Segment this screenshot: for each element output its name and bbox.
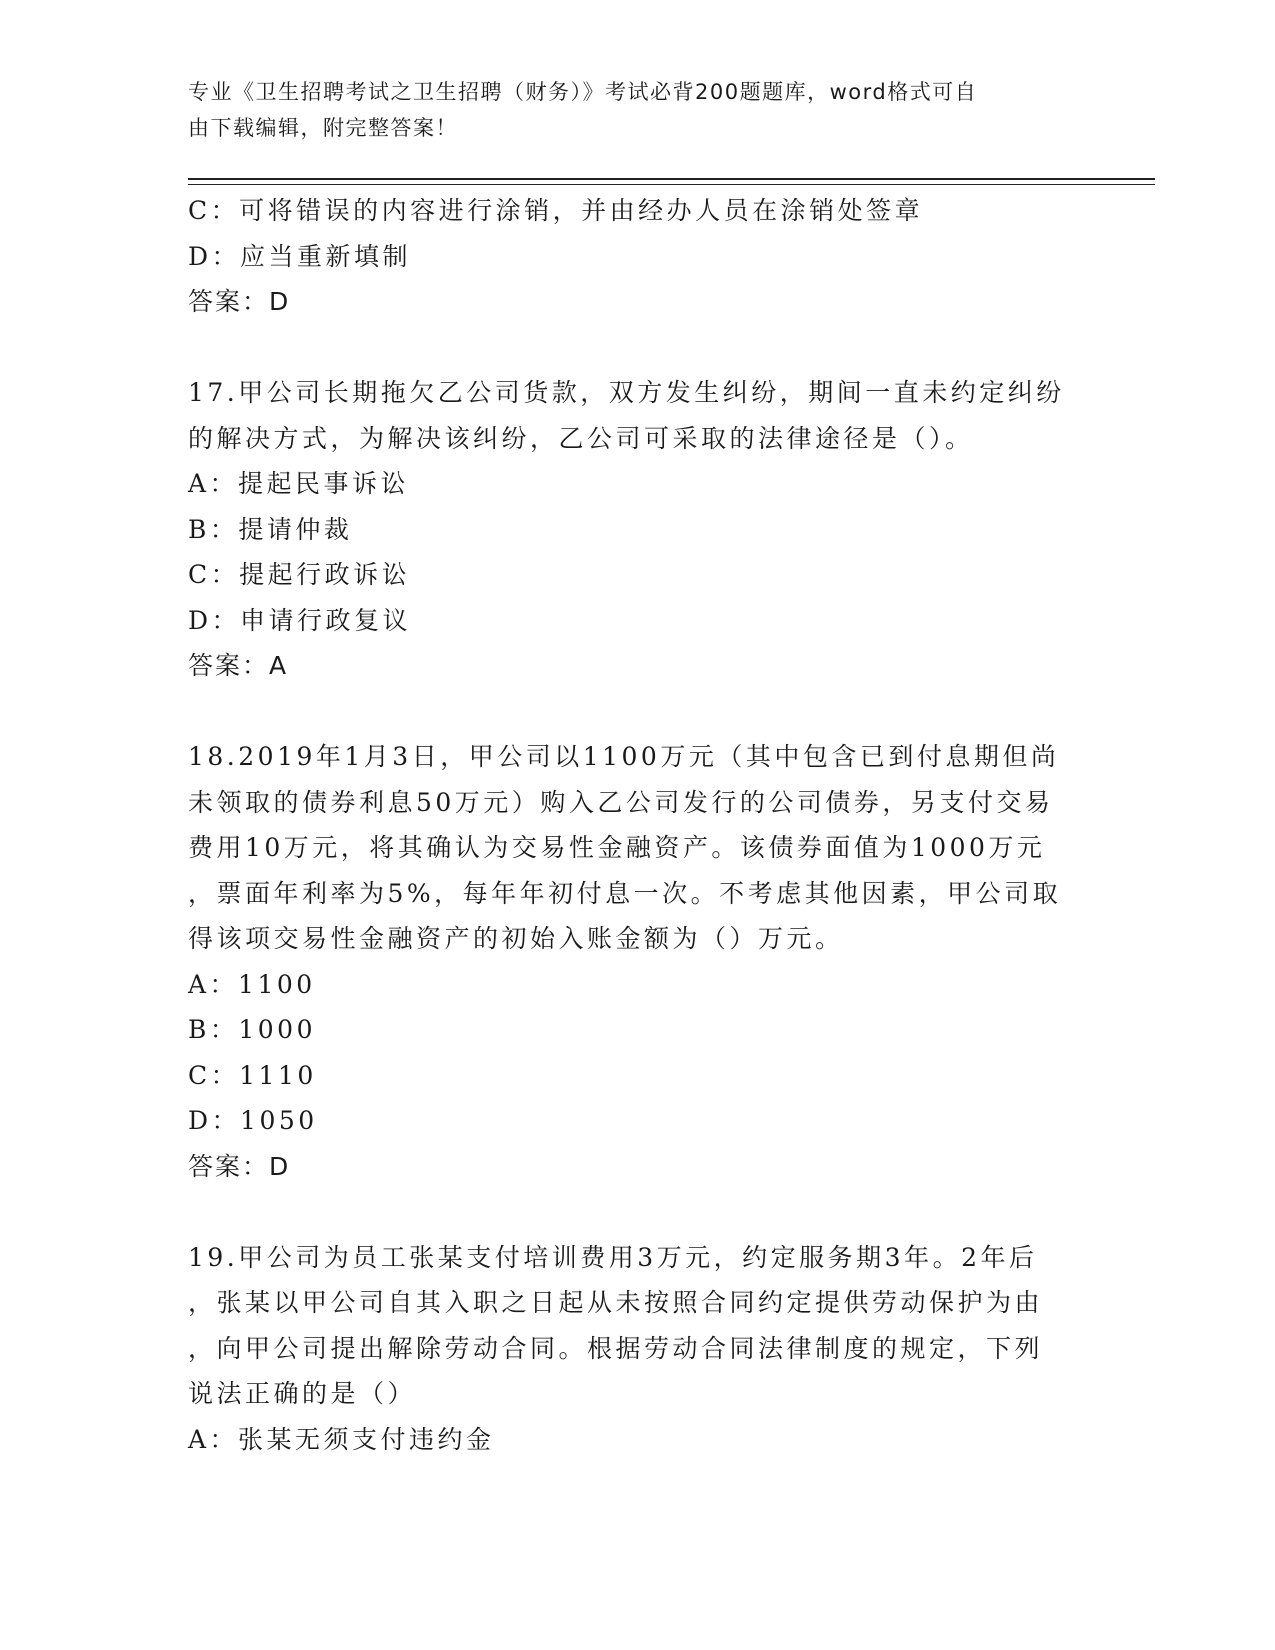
option-d: D：申请行政复议 — [188, 605, 412, 635]
document-header — [188, 74, 1068, 146]
question-stem-line: 说法正确的是（） — [188, 1379, 417, 1408]
option-c: C：1110 — [188, 1060, 317, 1090]
question-stem-line: 17.甲公司长期拖欠乙公司货款，双方发生纠纷，期间一直未约定纠纷 — [188, 378, 1065, 407]
answer: 答案：A — [188, 651, 289, 680]
option-d: D：1050 — [188, 1106, 318, 1135]
question-stem-line: ，张某以甲公司自其入职之日起从未按照合同约定提供劳动保护为由 — [188, 1288, 1044, 1317]
option-a: A：提起民事诉讼 — [188, 469, 410, 498]
answer: 答案：D — [188, 287, 291, 316]
option-d: D：应当重新填制 — [188, 241, 412, 271]
question-stem-line: 的解决方式，为解决该纠纷，乙公司可采取的法律途径是（）。 — [188, 423, 974, 453]
option-b: B：提请仲裁 — [188, 514, 353, 544]
option-b: B：1000 — [188, 1015, 316, 1044]
question-19 — [188, 1235, 1078, 1463]
option-a: A：张某无须支付违约金 — [188, 1424, 495, 1454]
option-c: C：提起行政诉讼 — [188, 560, 411, 589]
spacer — [188, 689, 1078, 735]
question-18 — [188, 734, 1078, 1189]
question-stem-line: 18.2019年1月3日，甲公司以1100万元（其中包含已到付息期但尚 — [188, 742, 1060, 771]
option-a: A：1100 — [188, 969, 316, 999]
header-line-2: 由下载编辑，附完整答案！ — [188, 116, 458, 140]
question-17 — [188, 370, 1078, 689]
header-rule-thick — [188, 178, 1155, 180]
question-stem-line: 19.甲公司为员工张某支付培训费用3万元，约定服务期3年。2年后 — [188, 1242, 1038, 1272]
question-stem-line: 费用10万元，将其确认为交易性金融资产。该债券面值为1000万元 — [188, 833, 1046, 862]
question-stem-line: ，票面年利率为5%，每年年初付息一次。不考虑其他因素，甲公司取 — [188, 878, 1062, 908]
question-stem-line: 得该项交易性金融资产的初始入账金额为（）万元。 — [188, 924, 844, 953]
spacer — [188, 325, 1078, 371]
question-stem-line: ，向甲公司提出解除劳动合同。根据劳动合同法律制度的规定，下列 — [188, 1333, 1044, 1363]
spacer — [188, 1189, 1078, 1235]
question-stem-line: 未领取的债券利息50万元）购入乙公司发行的公司债券，另支付交易 — [188, 787, 1054, 817]
header-rule-thin — [188, 184, 1155, 185]
option-c: C：可将错误的内容进行涂销，并由经办人员在涂销处签章 — [188, 196, 924, 225]
answer: 答案：D — [188, 1151, 291, 1181]
header-line-1: 专业《卫生招聘考试之卫生招聘（财务）》考试必背200题题库，word格式可自 — [188, 80, 978, 104]
question-list — [188, 188, 1078, 1462]
question-16-tail — [188, 188, 1078, 325]
